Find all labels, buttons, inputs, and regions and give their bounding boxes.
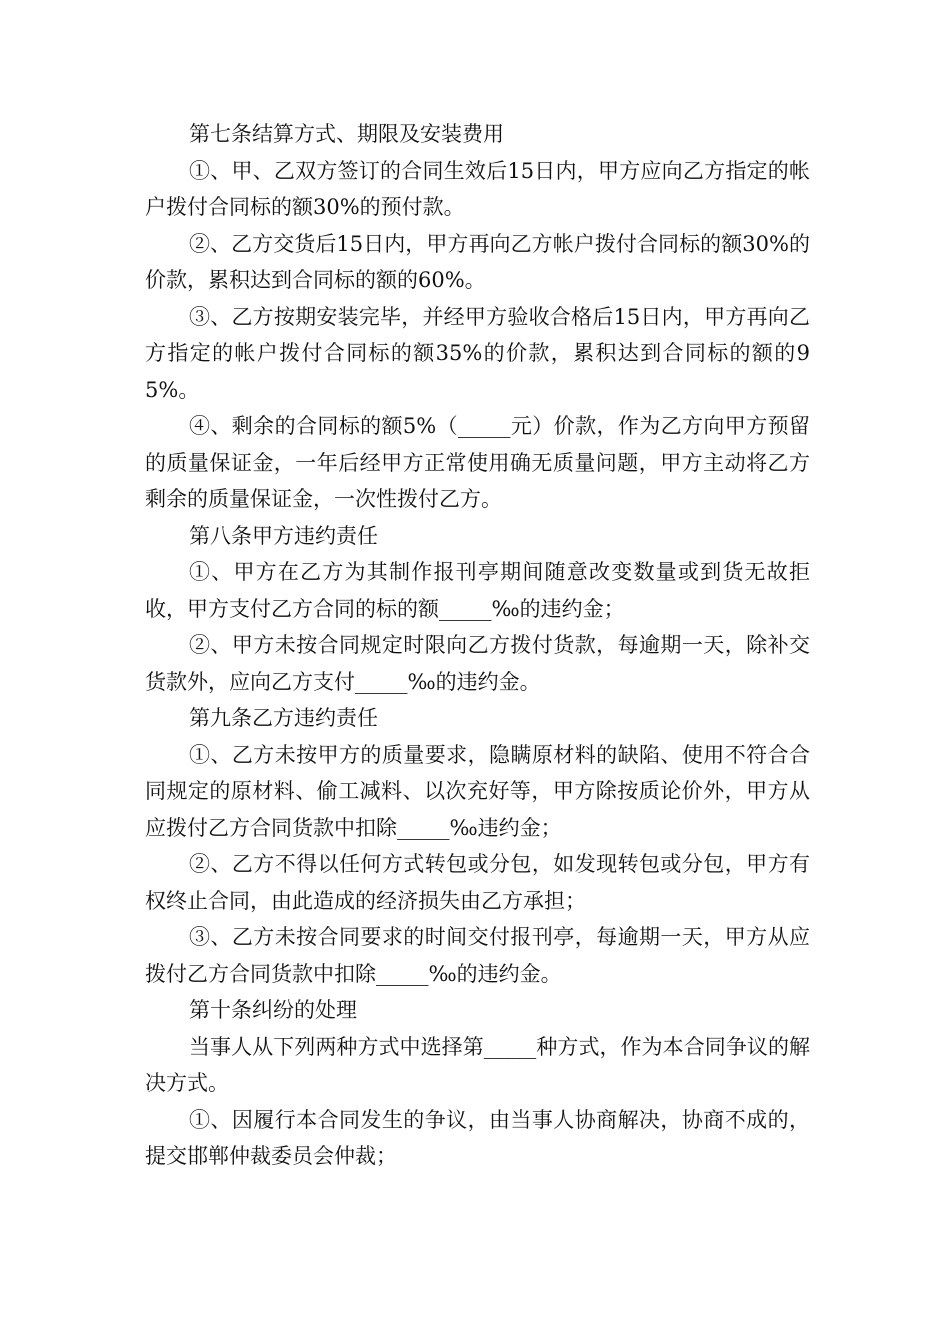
article-7-clause-3: ③、乙方按期安装完毕，并经甲方验收合格后15日内，甲方再向乙方指定的帐户拨付合同标的额35%的价款，累积达到合同标的额的95%。 <box>145 304 810 402</box>
article-10-clause-1: ①、因履行本合同发生的争议，由当事人协商解决，协商不成的，提交邯郸仲裁委员会仲裁； <box>145 1107 810 1168</box>
article-7-heading: 第七条结算方式、期限及安装费用 <box>189 122 504 146</box>
article-9-clause-2: ②、乙方不得以任何方式转包或分包，如发现转包或分包，甲方有权终止合同，由此造成的经济损失由乙方承担； <box>145 852 810 913</box>
article-9-clause-1: ①、乙方未按甲方的质量要求，隐瞒原材料的缺陷、使用不符合合同规定的原材料、偷工减料、以次充好等，甲方除按质论价外，甲方从应拨付乙方合同货款中扣除_____‰违约金； <box>145 742 810 840</box>
article-7-clause-1: ①、甲、乙双方签订的合同生效后15日内，甲方应向乙方指定的帐户拨付合同标的额30%的预付款。 <box>145 158 810 219</box>
article-9-clause-3: ③、乙方未按合同要求的时间交付报刊亭，每逾期一天，甲方从应拨付乙方合同货款中扣除_____‰的违约金。 <box>145 925 810 986</box>
article-8-clause-2: ②、甲方未按合同规定时限向乙方拨付货款，每逾期一天，除补交货款外，应向乙方支付_____‰的违约金。 <box>145 633 810 694</box>
article-7-clause-4: ④、剩余的合同标的额5%（_____元）价款，作为乙方向甲方预留的质量保证金，一年后经甲方正常使用确无质量问题，甲方主动将乙方剩余的质量保证金，一次性拨付乙方。 <box>145 414 810 511</box>
article-8-clause-1: ①、甲方在乙方为其制作报刊亭期间随意改变数量或到货无故拒收，甲方支付乙方合同的标的额_____‰的违约金； <box>145 560 810 621</box>
article-10-intro: 当事人从下列两种方式中选择第_____种方式，作为本合同争议的解决方式。 <box>145 1034 810 1095</box>
document-body <box>145 116 810 1175</box>
article-9-heading: 第九条乙方违约责任 <box>189 706 378 730</box>
article-7-clause-2: ②、乙方交货后15日内，甲方再向乙方帐户拨付合同标的额30%的价款，累积达到合同标的额的60%。 <box>145 231 810 292</box>
article-8-heading: 第八条甲方违约责任 <box>189 523 378 548</box>
article-10-heading: 第十条纠纷的处理 <box>189 998 357 1022</box>
